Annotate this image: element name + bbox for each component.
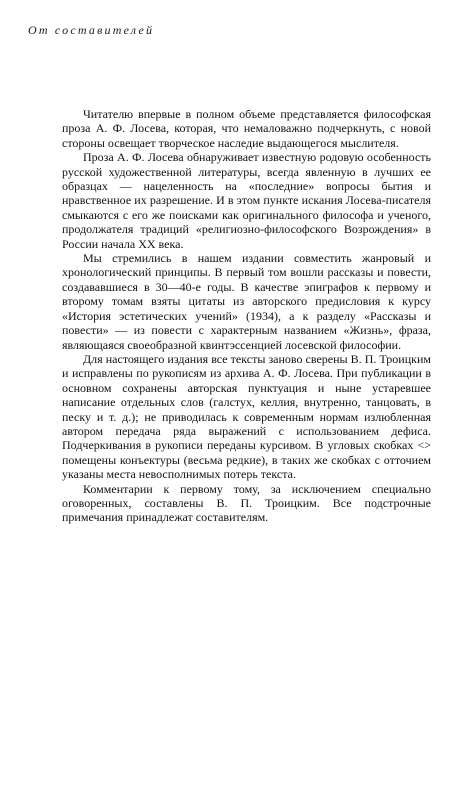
paragraph-edition-principles: Мы стремились в нашем издании совместить жанровый и хронологический принципы. В первый том вошли рассказы и повести, создававшиеся в 30—40-е годы. В качестве эпиграфов к первому и второму томам взяты цитаты из авторского предисловия к курсу «История эстетических учений» (1934), а к разделу «Рассказы и повести» — из повести с характерным названием «Жизнь», фраза, являющаяся своеобразной квинтэссенцией лосевской философии. <box>62 251 431 352</box>
body-text <box>62 107 431 525</box>
paragraph-literary-tradition: Проза А. Ф. Лосева обнаруживает известную родовую особенность русской художественной литературы, всегда явленную в лучших ее образцах — нацеленность на «последние» вопросы бытия и нравственное их разрешение. И в этом пункте искания Лосева-писателя смыкаются с его же поисками как оригинального философа и ученого, продолжателя традиций «религиозно-философского Возрождения» в России начала XX века. <box>62 150 431 251</box>
paragraph-intro: Читателю впервые в полном объеме представляется философская проза А. Ф. Лосева, которая, что немаловажно подчеркнуть, с новой стороны освещает творческое наследие выдающегося мыслителя. <box>62 107 431 150</box>
running-head: От составителей <box>28 23 155 37</box>
paragraph-commentary: Комментарии к первому тому, за исключением специально оговоренных, составлены В. П. Троицким. Все подстрочные примечания принадлежат составителям. <box>62 481 431 525</box>
paragraph-text-verification: Для настоящего издания все тексты заново сверены В. П. Троицким и исправлены по рукописям из архива А. Ф. Лосева. При публикации в основном сохранены авторская пунктуация и ныне устаревшее написание отдельных слов (галстух, келлия, внутренно, танцовать, в песку и т. д.); не приводилась к современным нормам излюбленная автором передача ряда выражений с использованием дефиса. Подчеркивания в рукописи переданы курсивом. В угловых скобках <> помещены конъектуры (весьма редкие), в таких же скобках с отточием указаны места невосполнимых потерь текста. <box>62 351 431 482</box>
